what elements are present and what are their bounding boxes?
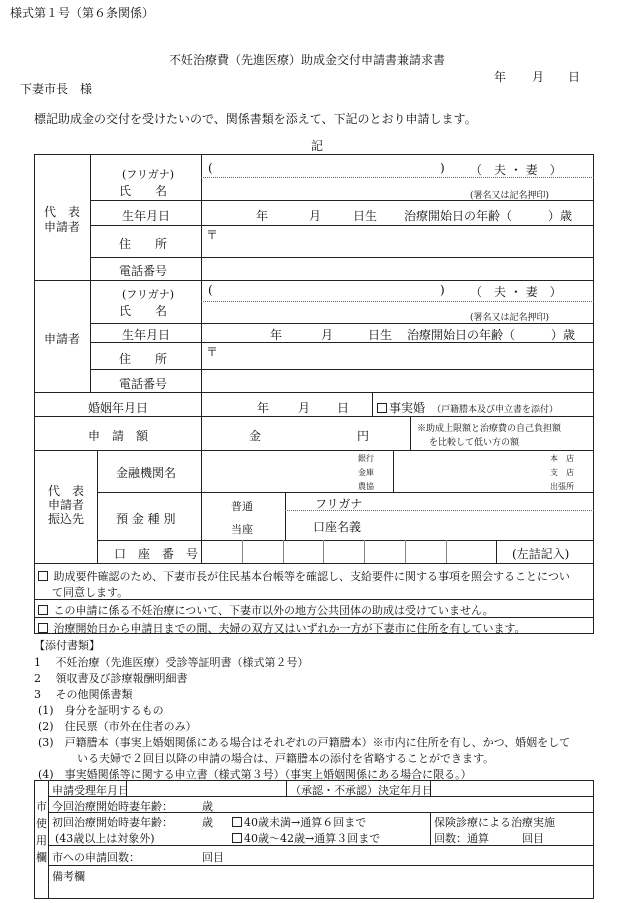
de-facto-checkbox[interactable] (377, 399, 425, 416)
applicant2-birth-label: 生年月日 (122, 328, 171, 342)
applicant1-age[interactable]: 治療開始日の年齢（ ）歳 (404, 209, 573, 223)
applicant2-birth-year: 年 (270, 328, 283, 342)
applicant1-birth-year: 年 (256, 209, 269, 223)
received-date-label: 申請受理年月日 (52, 784, 129, 797)
attachment-2: 2 領収書及び診療報酬明細書 (34, 672, 188, 685)
account-type-label: 預 金 種 別 (116, 512, 176, 526)
applicant1-paren-open: ( (208, 161, 213, 175)
applicant2-paren-close: ) (440, 283, 445, 297)
branch-main: 本 店 (550, 454, 574, 463)
age40-42-text: 40歳～42歳→通算３回まで (244, 832, 381, 845)
applicant1-phone-label: 電話番号 (119, 264, 168, 278)
applicant2-address-label: 住 所 (119, 352, 168, 366)
amount-note-2: を比較して低い方の額 (429, 438, 520, 448)
decision-date-label: （承認・不承認）決定年月日 (290, 784, 433, 797)
date-year: 年 (494, 70, 507, 84)
applicant2-paren-open: ( (208, 283, 213, 297)
marriage-label: 婚姻年月日 (88, 401, 149, 415)
applicant2-birth-day: 日生 (368, 328, 393, 342)
applicant2-phone-label: 電話番号 (119, 377, 168, 391)
checkbox-icon (38, 571, 48, 581)
applicant2-group-label: 申請者 (44, 332, 81, 346)
first-age-label: 初回治療開始時妻年齢： (52, 816, 173, 829)
left-align-note: (左詰記入) (512, 547, 570, 561)
branch-office: 出張所 (550, 482, 574, 491)
amount-kin: 金 (249, 429, 262, 443)
bank-kind-list (358, 452, 374, 494)
applicant2-postal-mark: 〒 (206, 345, 219, 359)
checkbox-icon (377, 403, 387, 413)
checkbox-icon (38, 605, 48, 615)
intro-text: 標記助成金の交付を受けたいので、関係書類を添えて、下記のとおり申請します。 (34, 112, 477, 126)
applicant1-spouse-select[interactable]: （ 夫 ・ 妻 ） (470, 163, 562, 177)
applicant1-group-label: 代 表 申請者 (44, 205, 81, 234)
amount-en: 円 (357, 429, 370, 443)
side-char-1: 市 (36, 800, 47, 813)
applicant2-furigana-label: (フリガナ) (122, 288, 175, 301)
applicant2-signature-note: (署名又は記名押印) (470, 313, 550, 323)
checkbox-icon (232, 833, 242, 843)
bank-branch-list (550, 452, 574, 494)
attachment-3-3: (3) 戸籍謄本（事実上婚姻関係にある場合はそれぞれの戸籍謄本）※市内に住所を有し、かつ、婚姻をして (38, 736, 571, 749)
under40-text: 40歳未満→通算６回まで (244, 816, 367, 829)
attachment-3-4: (4) 事実婚関係等に関する申立書（様式第３号）（事実上婚姻関係にある場合に限る。） (38, 768, 472, 781)
account-type-futsu[interactable]: 普通 (231, 500, 253, 513)
attachment-3-1: (1) 身分を証明するもの (38, 704, 164, 717)
consent-2-text: この申請に係る不妊治療について、下妻市以外の地方公共団体の助成は受けていません。 (53, 604, 494, 617)
age40-42-option[interactable] (232, 830, 380, 846)
applicant1-birth-month: 月 (309, 209, 322, 223)
applicant2-age[interactable]: 治療開始日の年齢（ ）歳 (407, 328, 576, 342)
bank-group-label: 代 表 申請者 振込先 (48, 484, 85, 526)
attachment-3-3-cont: いる夫婦で２回目以降の申請の場合は、戸籍謄本の添付を省略することができます。 (77, 752, 495, 765)
bank-kind-nokyo: 農協 (358, 482, 374, 491)
side-char-3: 用 (36, 834, 47, 847)
form-title: 不妊治療費（先進医療）助成金交付申請書兼請求書 (169, 53, 446, 67)
attachment-3: 3 その他関係書類 (34, 688, 133, 701)
marriage-year: 年 (257, 401, 270, 415)
de-facto-label: 事実婚 (389, 401, 426, 415)
attachment-1: 1 不妊治療（先進医療）受診等証明書（様式第２号） (34, 656, 309, 669)
office-side-label (36, 798, 48, 866)
app-count-unit: 回目 (202, 851, 224, 864)
applicant1-furigana-label: (フリガナ) (122, 168, 175, 181)
applicant1-birth-day: 日生 (353, 209, 378, 223)
consent-2[interactable] (38, 602, 494, 618)
amount-label: 申 請 額 (88, 429, 149, 443)
amount-note-1: ※助成上限額と治療費の自己負担額 (417, 424, 562, 434)
first-age-unit: 歳 (202, 816, 213, 829)
side-char-4: 欄 (36, 851, 47, 864)
applicant2-name-label: 氏 名 (119, 304, 168, 318)
consent-3[interactable] (38, 620, 526, 636)
attachments-heading: 【添付書類】 (34, 639, 100, 652)
de-facto-note: （戸籍謄本及び申立書を添付） (432, 405, 559, 415)
attachment-3-2: (2) 住民票（市外在住者のみ） (38, 720, 197, 733)
consent-1[interactable] (38, 568, 570, 584)
side-char-2: 使 (36, 817, 47, 830)
applicant1-name-label: 氏 名 (119, 184, 168, 198)
ki-mark: 記 (311, 139, 324, 153)
count-total-label: 回数：通算 回目 (434, 832, 544, 845)
checkbox-icon (232, 817, 242, 827)
date-month: 月 (532, 70, 545, 84)
checkbox-icon (38, 623, 48, 633)
under40-option[interactable] (232, 814, 366, 830)
applicant2-birth-month: 月 (321, 328, 334, 342)
bank-institution-label: 金融機関名 (116, 466, 177, 480)
applicant1-signature-note: (署名又は記名押印) (470, 191, 550, 201)
holder-label: 口座名義 (313, 520, 362, 534)
addressee: 下妻市長 様 (20, 82, 93, 96)
bank-kind-kinko: 金庫 (358, 468, 374, 477)
applicant1-postal-mark: 〒 (206, 228, 219, 242)
consent-1-text: 助成要件確認のため、下妻市長が住民基本台帳等を確認し、支給要件に関する事項を照会することについ (53, 570, 570, 583)
applicant1-birth-label: 生年月日 (122, 209, 171, 223)
over43-note: (43歳以上は対象外) (55, 832, 155, 845)
date-day: 日 (568, 70, 581, 84)
consent-3-text: 治療開始日から申請日までの間、夫婦の双方又はいずれか一方が下妻市に住所を有しています。 (53, 622, 526, 635)
account-type-touza[interactable]: 当座 (231, 523, 253, 536)
consent-1-cont: て同意します。 (52, 586, 129, 599)
bank-kind-bank: 銀行 (358, 454, 374, 463)
marriage-month: 月 (298, 401, 311, 415)
account-number-label: 口 座 番 号 (114, 547, 199, 561)
application-table (34, 154, 594, 634)
form-number: 様式第１号（第６条関係） (10, 6, 155, 20)
remarks-label: 備考欄 (52, 870, 85, 883)
branch-sub: 支 店 (550, 468, 574, 477)
applicant1-address-label: 住 所 (119, 237, 168, 251)
app-count-label: 市への申請回数： (52, 851, 140, 864)
applicant1-paren-close: ) (440, 161, 445, 175)
insurance-label: 保険診療による治療実施 (434, 816, 555, 829)
applicant2-spouse-select[interactable]: （ 夫 ・ 妻 ） (470, 285, 562, 299)
marriage-day: 日 (337, 401, 350, 415)
holder-furigana-label: フリガナ (315, 497, 363, 511)
wife-age-label: 今回治療開始時妻年齢： (52, 800, 173, 813)
wife-age-unit: 歳 (202, 800, 213, 813)
